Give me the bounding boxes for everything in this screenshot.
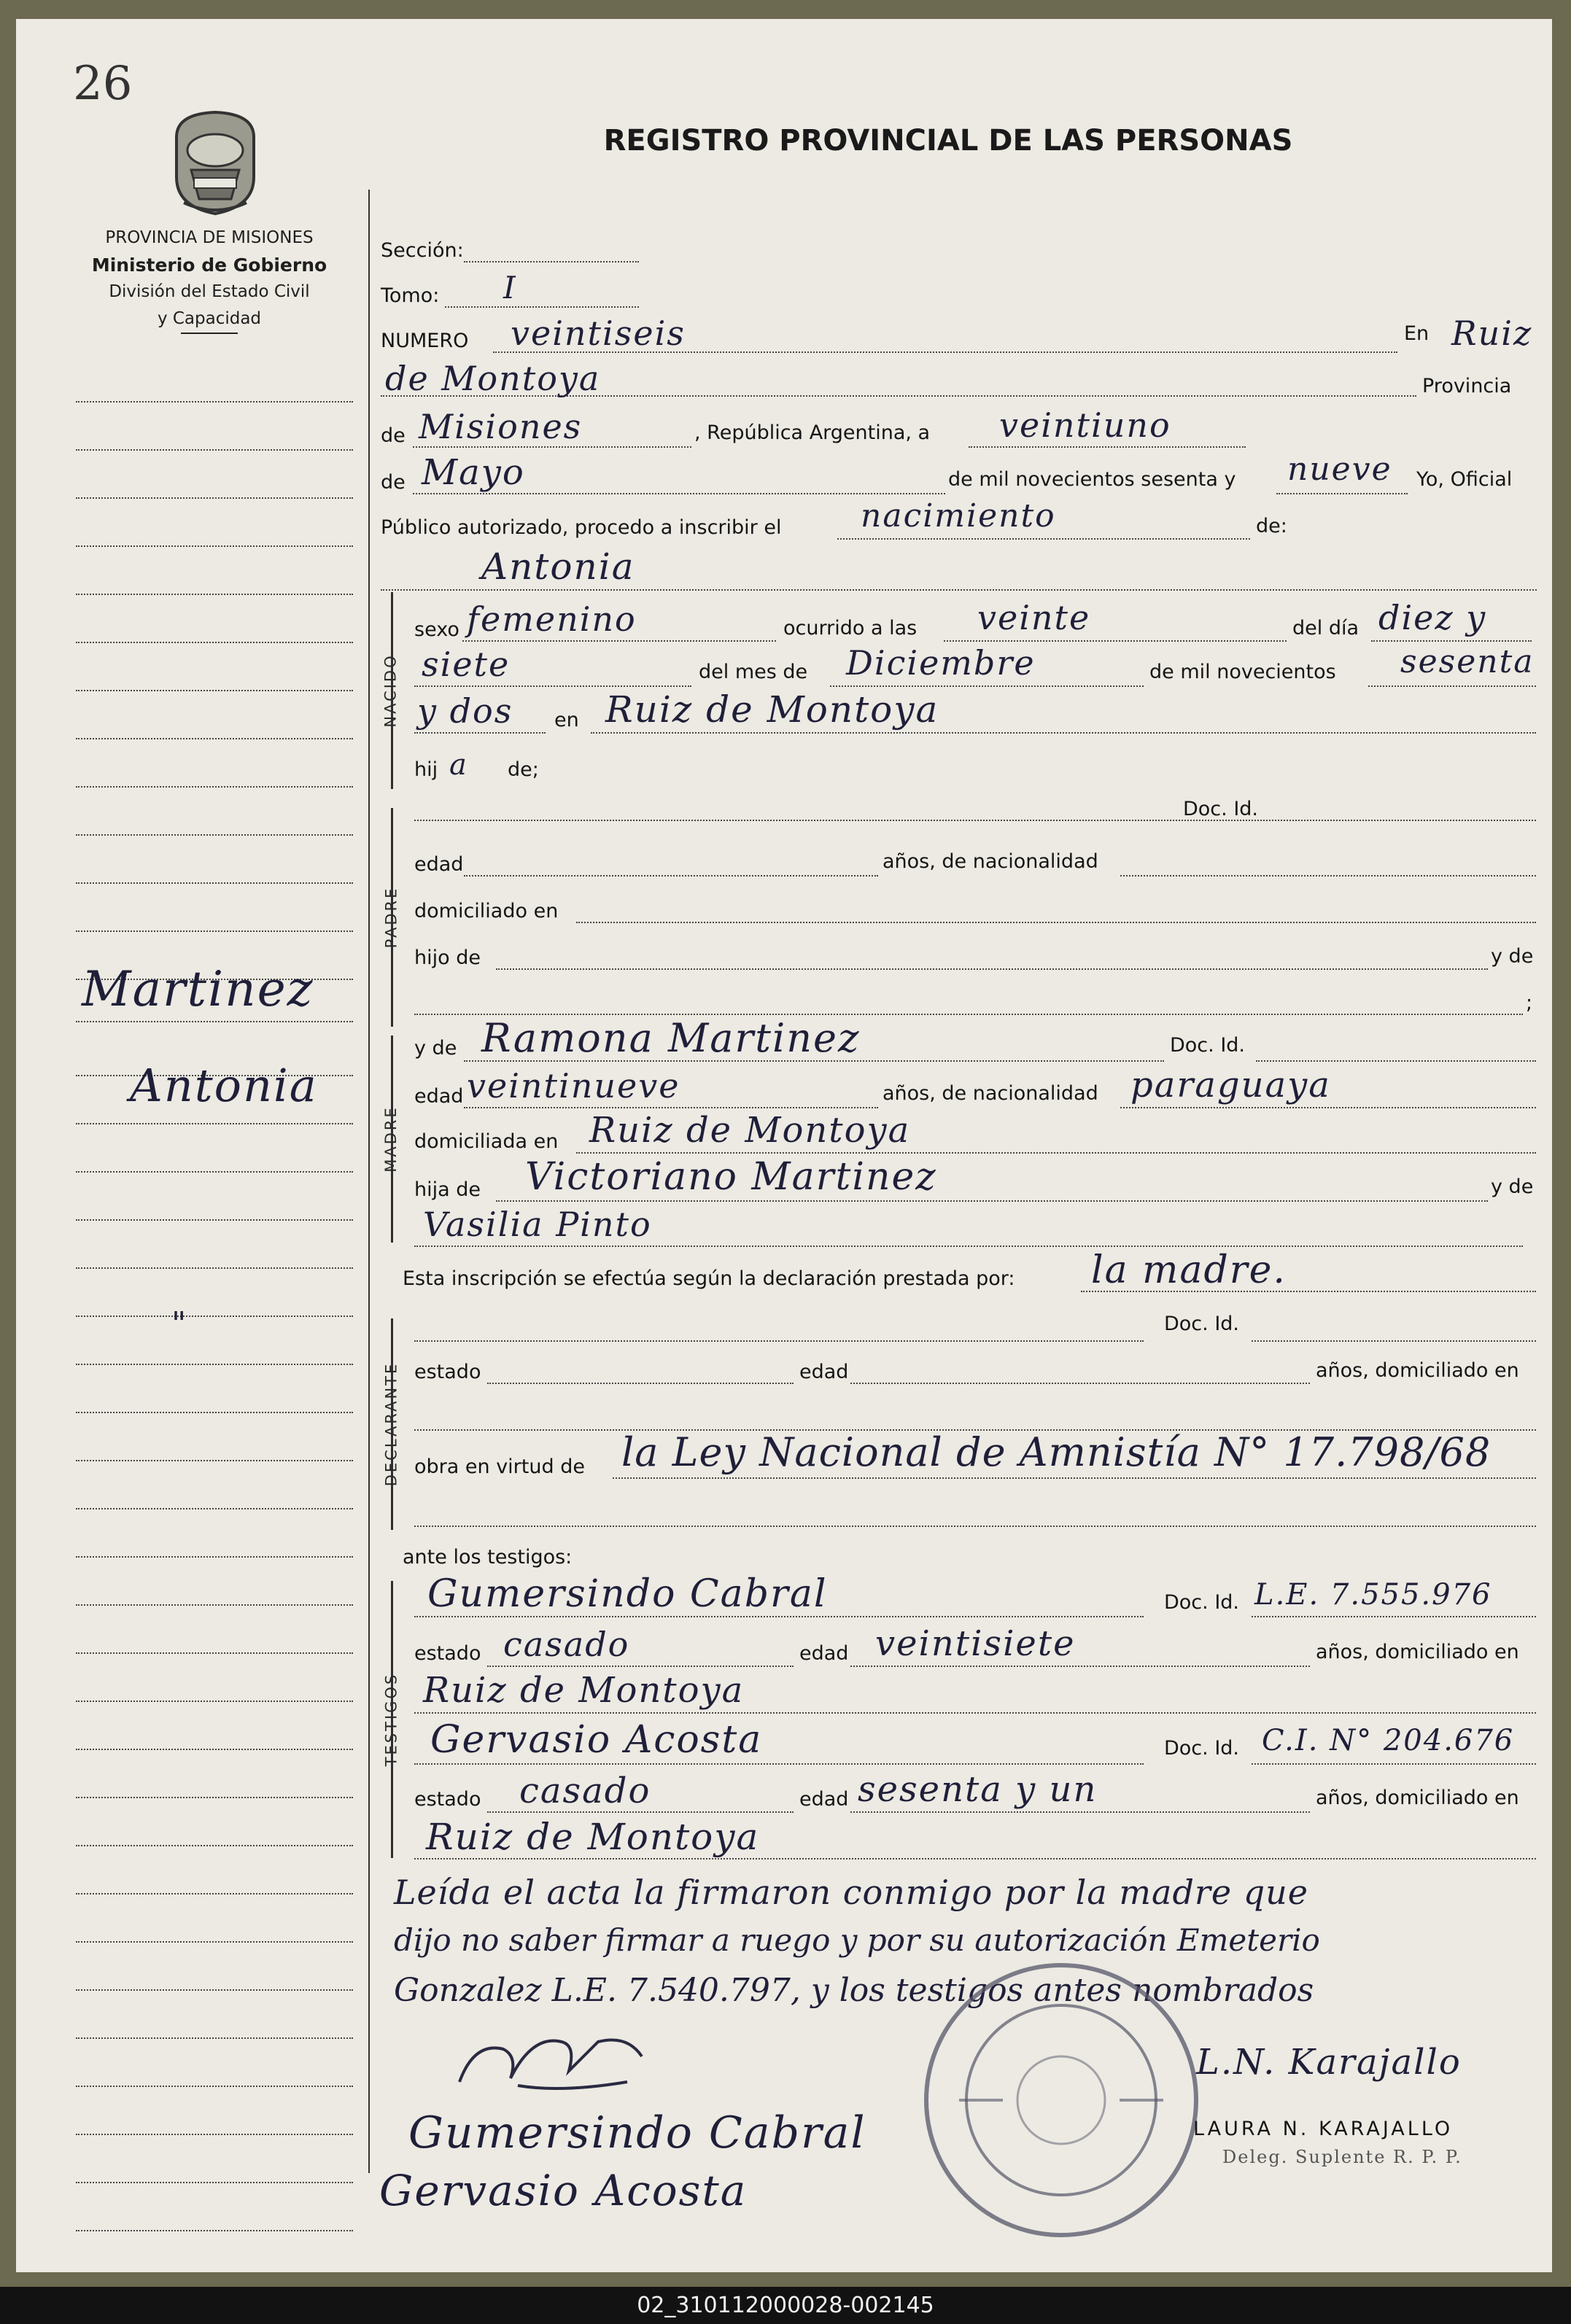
label-del-mes: del mes de [699, 661, 808, 683]
margin-ruled-line [76, 1460, 353, 1461]
margin-ruled-line [76, 1845, 353, 1846]
closing-line-2: dijo no saber firmar a ruego y por su autorización Emeterio [394, 1922, 1320, 1958]
document-title: REGISTRO PROVINCIAL DE LAS PERSONAS [603, 124, 1293, 158]
margin-ruled-line [76, 786, 353, 788]
label-hij: hij [414, 758, 438, 781]
margin-ruled-line [76, 2230, 353, 2231]
label-sexo: sexo [414, 618, 459, 641]
margin-ruled-line [76, 1652, 353, 1654]
field-dia-line [969, 445, 1246, 448]
field-testigo1-dom-line [414, 1711, 1536, 1714]
field-padre-nombre-line [414, 818, 1536, 821]
label-del-dia: del día [1292, 617, 1359, 640]
margin-ruled-line [76, 1701, 353, 1702]
margin-ruled-line [76, 2086, 353, 2087]
label-de-mil-nov: de mil novecientos [1149, 661, 1336, 683]
field-testigo2-dom: Ruiz de Montoya [426, 1816, 760, 1858]
field-nombre-line [381, 588, 1537, 591]
margin-ruled-line [76, 1171, 353, 1173]
margin-ruled-line [76, 1267, 353, 1269]
field-testigo2-estado: casado [519, 1771, 651, 1811]
field-dia-nac-1-line [1371, 639, 1532, 642]
label-en-lugar: en [554, 709, 579, 731]
field-anio-nac-1-line [1368, 684, 1536, 687]
field-testigo1-doc-line [1252, 1614, 1536, 1617]
field-tomo: I [503, 270, 517, 306]
label-madre-domicilio: domiciliada en [414, 1130, 559, 1153]
label-declarante-doc-id: Doc. Id. [1164, 1313, 1240, 1335]
margin-ruled-line [76, 1749, 353, 1750]
field-madre-nombre: Ramona Martinez [481, 1015, 861, 1061]
label-de-colon: de: [1256, 515, 1287, 537]
field-declarante: la madre. [1091, 1248, 1287, 1292]
label-declaracion: Esta inscripción se efectúa según la declaración prestada por: [403, 1267, 1015, 1290]
provincial-crest-icon [162, 108, 268, 216]
label-testigo2-edad: edad [799, 1788, 849, 1811]
label-obra: obra en virtud de [414, 1456, 585, 1478]
ministry-line-1: PROVINCIA DE MISIONES [105, 228, 314, 247]
margin-ruled-line [76, 738, 353, 739]
section-label-nacido: NACIDO [382, 653, 400, 728]
official-seal-stamp-icon [915, 1954, 1207, 2246]
ministry-header [53, 225, 366, 338]
margin-ruled-line [76, 497, 353, 499]
margin-ruled-line [76, 1315, 353, 1317]
ministry-line-3: División del Estado Civil [109, 282, 310, 301]
field-lugar-nac: Ruiz de Montoya [605, 688, 939, 731]
label-publico: Público autorizado, procedo a inscribir el [381, 516, 782, 539]
field-testigo1-edad: veintisiete [875, 1623, 1076, 1664]
field-madre-dom-line [576, 1151, 1536, 1154]
field-testigo1-estado-line [487, 1664, 794, 1667]
field-hij-suffix: a [449, 748, 468, 782]
margin-ruled-line [76, 1123, 353, 1124]
label-testigo2-estado: estado [414, 1788, 481, 1811]
field-padre-hijo-de-line [496, 967, 1488, 970]
margin-ruled-line [76, 545, 353, 547]
label-ocurrido: ocurrido a las [783, 617, 918, 640]
field-madre-edad-line [464, 1105, 878, 1108]
field-mes: Mayo [422, 452, 525, 493]
field-seccion [464, 260, 639, 263]
label-testigo1-doc-id: Doc. Id. [1164, 1591, 1240, 1614]
margin-ruled-line [76, 449, 353, 451]
label-tomo: Tomo: [381, 284, 440, 307]
oficial-signature: L.N. Karajallo [1196, 2042, 1462, 2083]
field-anio-nac-1: sesenta [1400, 643, 1535, 680]
image-caption: 02_310112000028-002145 [0, 2287, 1571, 2324]
field-dia-nac-1: diez y [1378, 598, 1487, 637]
label-testigo1-edad: edad [799, 1642, 849, 1665]
field-declarante-estado-line [487, 1381, 794, 1384]
field-madre-dom: Ruiz de Montoya [589, 1110, 911, 1151]
label-padre-edad: edad [414, 853, 464, 876]
margin-surname-underline [76, 1021, 353, 1022]
label-padre-semicolon: ; [1526, 992, 1533, 1014]
margin-ruled-line [76, 1412, 353, 1413]
field-dia: veintiuno [999, 405, 1171, 445]
field-obra: la Ley Nacional de Amnistía N° 17.798/68 [621, 1429, 1492, 1475]
field-nombre: Antonia [481, 545, 635, 588]
field-madre-doc-line [1256, 1059, 1536, 1062]
margin-ruled-line [76, 1797, 353, 1798]
field-sexo: femenino [467, 599, 637, 639]
label-testigo2-domicilio: años, domiciliado en [1316, 1787, 1519, 1809]
field-madre-padre-line [496, 1199, 1488, 1202]
closing-line-1: Leída el acta la firmaron conmigo por la madre que [394, 1873, 1309, 1912]
section-label-madre: MADRE [382, 1105, 400, 1173]
margin-ruled-line [76, 642, 353, 643]
field-tomo-line [445, 305, 639, 308]
label-padre-hijo-de: hijo de [414, 947, 481, 969]
label-en: En [1404, 322, 1430, 345]
field-obra-line-2 [414, 1524, 1536, 1527]
field-hora-line [944, 639, 1287, 642]
field-testigo1-nombre: Gumersindo Cabral [427, 1572, 828, 1616]
field-anio-nac-2: y dos [417, 691, 513, 731]
field-testigo2-edad: sesenta y un [858, 1769, 1098, 1810]
field-anio: nueve [1287, 451, 1392, 488]
label-testigo1-domicilio: años, domiciliado en [1316, 1641, 1519, 1663]
margin-ruled-line [76, 1556, 353, 1558]
oficial-name: LAURA N. KARAJALLO [1193, 2118, 1454, 2140]
margin-ruled-line [76, 594, 353, 595]
label-madre-hija-de: hija de [414, 1178, 481, 1201]
margin-surname: Martinez [82, 961, 314, 1017]
field-padre-nac-line [1120, 874, 1536, 877]
margin-ruled-line [76, 2134, 353, 2135]
label-ante-testigos: ante los testigos: [403, 1546, 573, 1569]
field-dia-nac-2-line [414, 684, 691, 687]
field-mes-nac: Diciembre [846, 643, 1036, 683]
label-declarante-edad: edad [799, 1361, 849, 1383]
field-madre-nac: paraguaya [1130, 1065, 1331, 1105]
field-testigo2-doc-line [1252, 1762, 1536, 1765]
label-testigo1-estado: estado [414, 1642, 481, 1665]
margin-ruled-line [76, 1893, 353, 1894]
margin-ruled-line [76, 2037, 353, 2039]
section-label-padre: PADRE [382, 886, 400, 949]
margin-ruled-line [76, 1364, 353, 1365]
field-madre-edad: veintinueve [467, 1066, 680, 1105]
label-provincia: Provincia [1422, 375, 1512, 397]
field-testigo2-nombre: Gervasio Acosta [430, 1718, 763, 1762]
margin-given-name: Antonia [130, 1059, 318, 1112]
field-testigo1-doc: L.E. 7.555.976 [1254, 1578, 1492, 1612]
label-declarante-estado: estado [414, 1361, 481, 1383]
section-label-testigos: TESTIGOS [382, 1672, 400, 1767]
field-declarante-doc-line [1252, 1339, 1536, 1342]
field-testigo2-doc: C.I. N° 204.676 [1262, 1724, 1515, 1757]
margin-ruled-line [76, 2182, 353, 2183]
field-declarante-nombre-line [414, 1339, 1144, 1342]
label-declarante-domicilio: años, domiciliado en [1316, 1359, 1519, 1382]
label-republica: , República Argentina, a [694, 421, 931, 444]
field-numero: veintiseis [511, 314, 686, 353]
margin-ruled-line [76, 1941, 353, 1943]
label-madre-y-de-2: y de [1491, 1175, 1534, 1198]
field-madre-madre: Vasilia Pinto [423, 1205, 652, 1244]
margin-ruled-line [76, 1219, 353, 1221]
field-mes-nac-line [830, 684, 1144, 687]
label-yo-oficial: Yo, Oficial [1416, 468, 1513, 491]
margin-ruled-line [76, 401, 353, 403]
margin-ruled-line [76, 1604, 353, 1606]
field-anio-line [1276, 491, 1408, 494]
margin-ruled-line [76, 882, 353, 884]
label-padre-doc-id: Doc. Id. [1183, 798, 1259, 820]
label-de-semicolon: de; [508, 758, 539, 781]
field-anio-nac-2-line [414, 731, 546, 734]
field-testigo1-dom: Ruiz de Montoya [423, 1670, 745, 1711]
label-de-mil: de mil novecientos sesenta y [948, 468, 1236, 491]
label-madre-y-de: y de [414, 1037, 457, 1060]
declarante-signature [452, 2013, 671, 2100]
field-acto-line [837, 537, 1250, 540]
field-madre-padre: Victoriano Martinez [525, 1155, 937, 1199]
closing-line-3: Gonzalez L.E. 7.540.797, y los testigos antes nombrados [394, 1972, 1314, 2009]
label-padre-y-de: y de [1491, 945, 1534, 968]
field-declarante-edad-line [850, 1381, 1310, 1384]
ministry-line-4: y Capacidad [157, 309, 262, 328]
field-lugar-nac-line [591, 731, 1536, 734]
margin-ruled-line [76, 834, 353, 836]
margin-ruled-line [76, 1508, 353, 1509]
field-testigo2-nombre-line [414, 1762, 1144, 1765]
margin-ditto-mark: " [171, 1305, 188, 1342]
oficial-role: Deleg. Suplente R. P. P. [1222, 2147, 1462, 2167]
label-testigo2-doc-id: Doc. Id. [1164, 1737, 1240, 1760]
margin-ruled-line [76, 1989, 353, 1991]
testigo2-signature: Gervasio Acosta [379, 2166, 748, 2215]
label-madre-nacionalidad: años, de nacionalidad [883, 1082, 1098, 1105]
label-padre-nacionalidad: años, de nacionalidad [883, 850, 1098, 873]
ministry-underline [181, 333, 238, 338]
field-provincia: Misiones [419, 407, 583, 446]
label-madre-doc-id: Doc. Id. [1170, 1034, 1246, 1057]
field-padre-edad-line [464, 874, 878, 877]
margin-ruled-line [76, 930, 353, 932]
field-madre-nac-line [1120, 1105, 1536, 1108]
label-de-provincia: de [381, 424, 406, 447]
field-sexo-line [462, 639, 776, 642]
testigo1-signature: Gumersindo Cabral [408, 2107, 866, 2158]
field-obra-line [613, 1476, 1536, 1479]
field-testigo1-edad-line [850, 1664, 1310, 1667]
field-acto: nacimiento [861, 497, 1056, 535]
label-seccion: Sección: [381, 239, 464, 262]
field-testigo2-edad-line [850, 1810, 1310, 1813]
field-ciudad-2: de Montoya [385, 359, 601, 398]
field-ciudad-1: Ruiz [1451, 314, 1533, 353]
section-label-declarante: DECLARANTE [382, 1361, 400, 1487]
label-numero: NUMERO [381, 330, 469, 352]
field-padre-dom-line [576, 920, 1536, 923]
field-madre-madre-line [414, 1244, 1523, 1247]
field-dia-nac-2: siete [422, 645, 511, 684]
label-de-mes: de [381, 471, 406, 494]
margin-ruled-line [76, 690, 353, 691]
label-padre-domicilio: domiciliado en [414, 900, 559, 922]
page-number: 26 [73, 57, 133, 111]
ministry-line-2: Ministerio de Gobierno [91, 254, 327, 276]
label-madre-edad: edad [414, 1085, 464, 1108]
field-hora: veinte [977, 598, 1091, 637]
field-testigo1-estado: casado [503, 1625, 630, 1664]
